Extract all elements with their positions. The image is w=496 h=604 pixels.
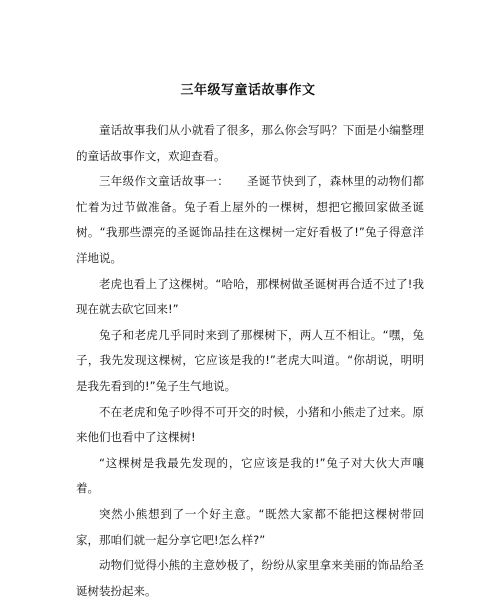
paragraph-tiger-wants-tree: 老虎也看上了这棵树。“哈哈，那棵树做圣诞树再合适不过了!我现在就去砍它回来!” [76,276,424,317]
paragraph-story-opening: 三年级作文童话故事一： 圣诞节快到了，森林里的动物们都忙着为过节做准备。兔子看上屋外的一棵树，想把它搬回家做圣诞树。“我那些漂亮的圣诞饰品挂在这棵树一定好看极了!”兔子得意洋洋地说。 [76,174,424,265]
document-body [76,118,424,604]
paragraph-pig-bear-arrive: 不在老虎和兔子吵得不可开交的时候，小猪和小熊走了过来。原来他们也看中了这棵树! [76,404,424,445]
paragraph-bear-idea: 突然小熊想到了一个好主意。“既然大家都不能把这棵树带回家，那咱们就一起分享它吧!怎么样?” [76,506,424,547]
paragraph-decorate-tree: 动物们觉得小熊的主意妙极了，纷纷从家里拿来美丽的饰品给圣诞树装扮起来。 [76,558,424,598]
document-title: 三年级写童话故事作文 [180,83,316,98]
paragraph-intro: 童话故事我们从小就看了很多，那么你会写吗？下面是小编整理的童话故事作文，欢迎查看。 [76,123,424,163]
paragraph-rabbit-shouts: “这棵树是我最先发现的，它应该是我的!”兔子对大伙大声嚷着。 [76,455,424,496]
paragraph-rabbit-tiger-argue: 兔子和老虎几乎同时来到了那棵树下，两人互不相让。“嘿，兔子，我先发现这棵树，它应该是我的!”老虎大叫道。“你胡说，明明是我先看到的!”兔子生气地说。 [76,327,424,393]
